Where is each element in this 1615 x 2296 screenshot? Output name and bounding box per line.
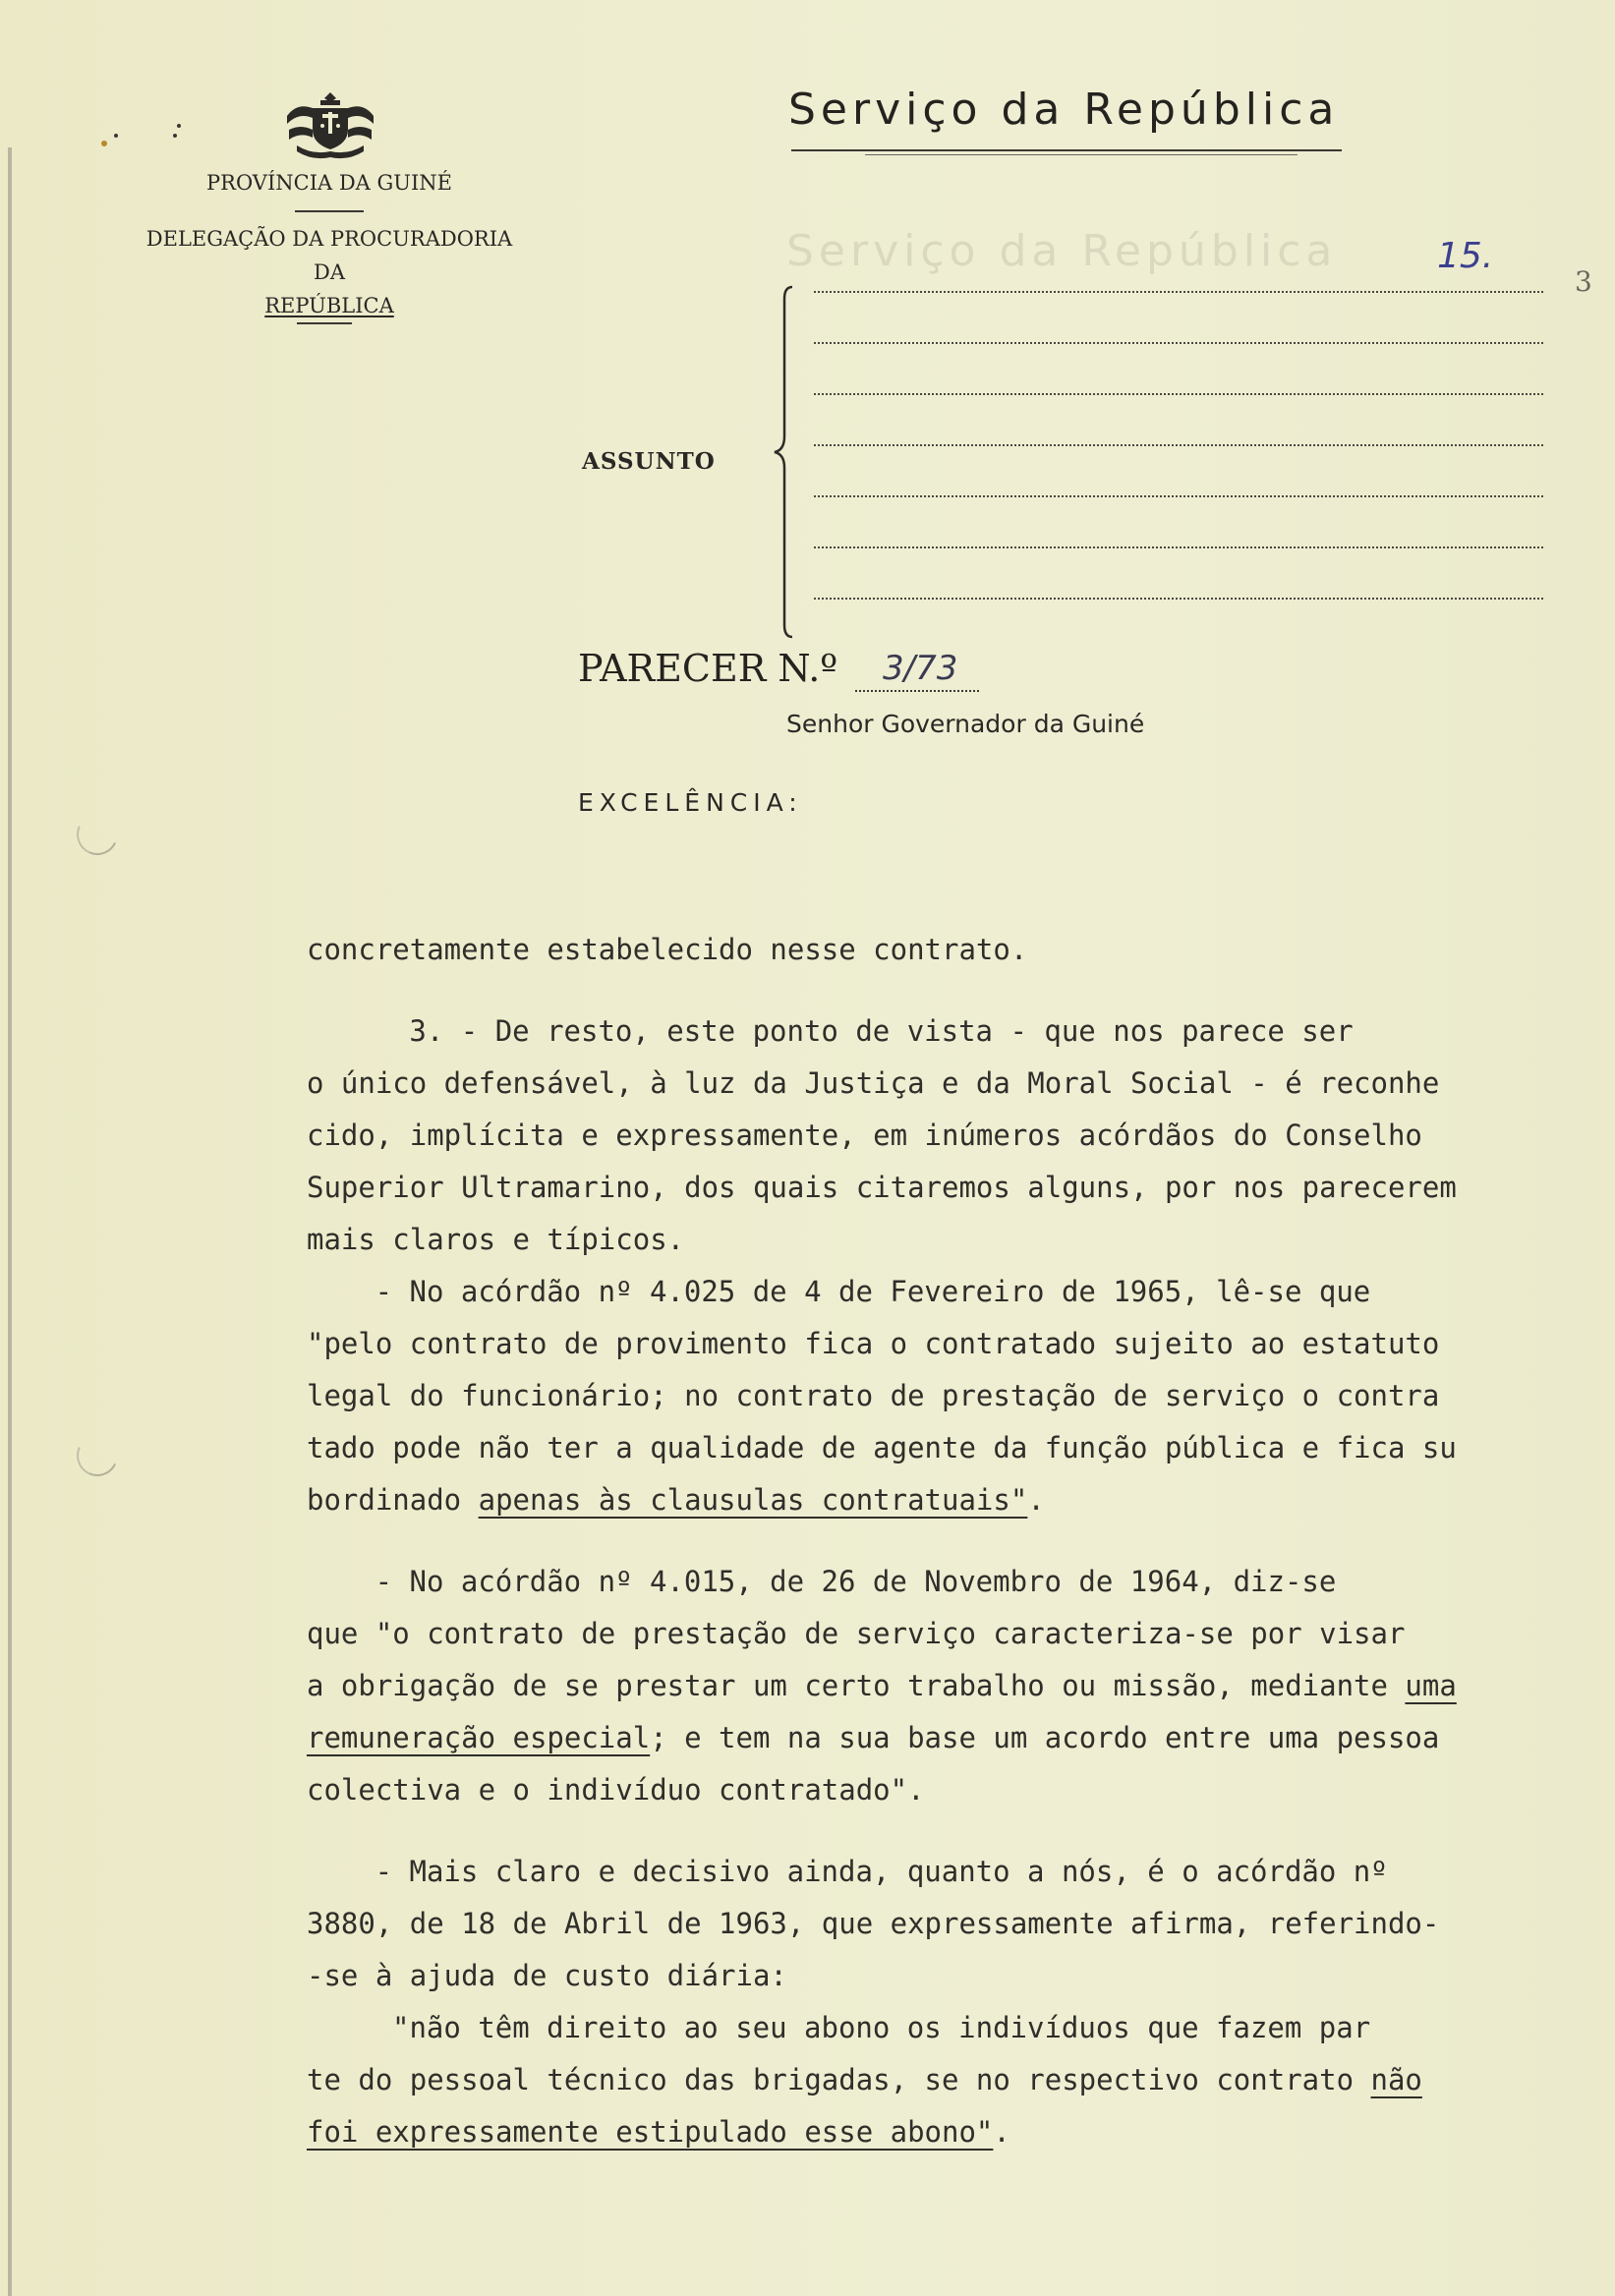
text-line xyxy=(307,1950,1596,2002)
text-line xyxy=(307,1162,1596,1214)
province-name: PROVÍNCIA DA GUINÉ xyxy=(206,171,452,195)
text-line xyxy=(307,1846,1596,1898)
subject-line xyxy=(814,495,1543,497)
text-line xyxy=(307,2054,1596,2106)
office-line-1: DELEGAÇÃO DA PROCURADORIA xyxy=(145,227,513,251)
text-run: 3880, de 18 de Abril de 1963, que expressamente afirma, referindo- xyxy=(307,1907,1440,1940)
text-run: que "o contrato de prestação de serviço caracteriza-se por visar xyxy=(307,1617,1406,1650)
text-run: . xyxy=(993,2115,1010,2149)
subject-line xyxy=(814,444,1543,446)
underlined-text: foi expressamente estipulado esse abono" xyxy=(307,2115,994,2149)
text-run: cido, implícita e expressamente, em inúmeros acórdãos do Conselho xyxy=(307,1119,1422,1152)
text-line xyxy=(307,1110,1596,1162)
text-run: a obrigação de se prestar um certo trabalho ou missão, mediante xyxy=(307,1669,1406,1702)
text-line xyxy=(307,1712,1596,1764)
text-line xyxy=(307,1005,1596,1058)
coat-of-arms-emblem xyxy=(283,86,377,163)
subject-line xyxy=(814,291,1543,293)
punch-hole xyxy=(71,1429,124,1482)
text-line xyxy=(307,2002,1596,2054)
text-run: Superior Ultramarino, dos quais citaremos alguns, por nos parecerem xyxy=(307,1171,1457,1204)
text-line xyxy=(307,976,1596,1005)
addressee: Senhor Governador da Guiné xyxy=(786,710,1145,738)
text-line xyxy=(307,1816,1596,1846)
text-line xyxy=(307,1058,1596,1110)
bleed-through-text: Serviço da República xyxy=(786,226,1338,276)
text-run: 3. - De resto, este ponto de vista - que nos parece ser xyxy=(409,1014,1354,1048)
text-run: te do pessoal técnico das brigadas, se no respectivo contrato xyxy=(307,2063,1371,2096)
text-run: concretamente estabelecido nesse contrato. xyxy=(307,933,1028,966)
text-line xyxy=(307,1526,1596,1556)
text-line xyxy=(307,1898,1596,1950)
punch-hole xyxy=(71,808,124,861)
text-run: "não têm direito ao seu abono os indivíduos que fazem par xyxy=(392,2011,1371,2044)
subject-label: ASSUNTO xyxy=(582,448,716,475)
text-line xyxy=(307,1556,1596,1608)
divider xyxy=(297,322,352,324)
opinion-number-line xyxy=(855,690,979,692)
text-line xyxy=(307,1266,1596,1318)
text-run: . xyxy=(1027,1483,1045,1517)
ink-dots xyxy=(96,122,185,151)
text-run: -se à ajuda de custo diária: xyxy=(307,1959,787,1992)
text-run: tado pode não ter a qualidade de agente da função pública e fica su xyxy=(307,1431,1457,1464)
underlined-text: não xyxy=(1370,2063,1422,2096)
divider xyxy=(295,210,364,212)
text-line xyxy=(307,1422,1596,1474)
text-line xyxy=(307,1474,1596,1526)
opinion-number: 3/73 xyxy=(883,649,958,688)
text-line xyxy=(307,1608,1596,1660)
text-run: colectiva e o indivíduo contratado". xyxy=(307,1773,925,1807)
text-line xyxy=(307,1318,1596,1370)
underlined-text: apenas às clausulas contratuais" xyxy=(478,1483,1028,1517)
text-line xyxy=(307,1214,1596,1266)
subject-brace xyxy=(763,285,802,639)
handwritten-mark-text: 15. xyxy=(1437,236,1494,276)
underlined-text: remuneração especial xyxy=(307,1721,651,1754)
text-run: - No acórdão nº 4.015, de 26 de Novembro de 1964, diz-se xyxy=(375,1565,1337,1598)
opinion-label: PARECER N.º xyxy=(578,647,838,690)
text-line xyxy=(307,1764,1596,1816)
office-name xyxy=(108,222,550,322)
office-line-2: DA xyxy=(313,260,345,284)
subject-line xyxy=(814,342,1543,344)
text-run: bordinado xyxy=(307,1483,479,1517)
text-run: o único defensável, à luz da Justiça e da Moral Social - é reconhe xyxy=(307,1066,1440,1100)
office-line-3: REPÚBLICA xyxy=(264,294,394,317)
text-line xyxy=(307,2106,1596,2158)
underlined-text: uma xyxy=(1405,1669,1457,1702)
text-run: ; e tem na sua base um acordo entre uma pessoa xyxy=(650,1721,1440,1754)
text-run: legal do funcionário; no contrato de prestação de serviço o contra xyxy=(307,1379,1440,1412)
text-line xyxy=(307,1370,1596,1422)
subject-line xyxy=(814,393,1543,395)
text-run: mais claros e típicos. xyxy=(307,1223,685,1256)
subject-line xyxy=(814,546,1543,548)
text-run: - No acórdão nº 4.025 de 4 de Fevereiro de 1965, lê-se que xyxy=(375,1275,1371,1308)
page-number: 3 xyxy=(1575,265,1592,298)
title-rule xyxy=(791,149,1342,151)
page-edge xyxy=(8,147,12,2296)
text-line xyxy=(307,924,1596,976)
salutation: EXCELÊNCIA: xyxy=(578,788,803,817)
handwritten-mark xyxy=(1433,232,1502,279)
title-rule xyxy=(865,154,1298,155)
text-line xyxy=(307,1660,1596,1712)
text-run: "pelo contrato de provimento fica o contratado sujeito ao estatuto xyxy=(307,1327,1440,1360)
service-title: Serviço da República xyxy=(788,85,1340,135)
subject-line xyxy=(814,598,1543,600)
text-run: - Mais claro e decisivo ainda, quanto a nós, é o acórdão nº xyxy=(375,1855,1388,1888)
body-text xyxy=(307,924,1596,2158)
